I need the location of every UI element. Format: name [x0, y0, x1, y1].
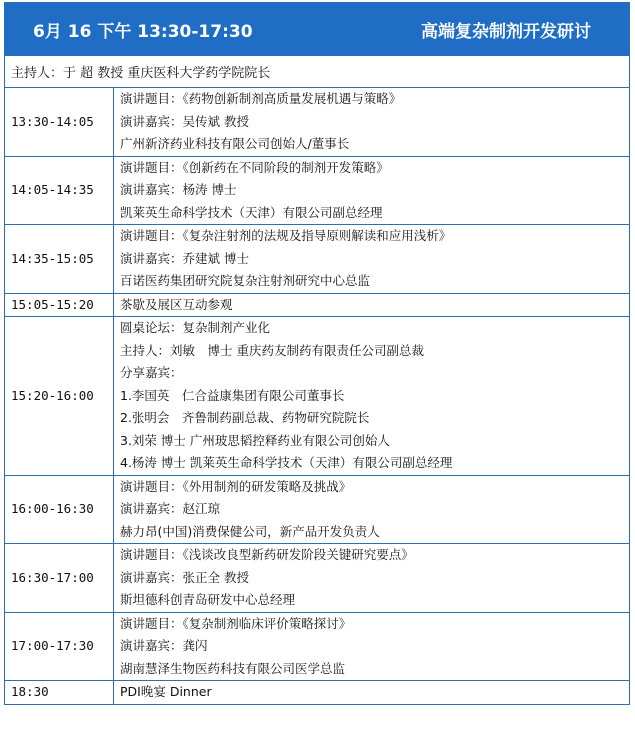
schedule-time: 18:30 — [5, 681, 114, 704]
schedule-content — [114, 544, 630, 613]
schedule-line: 演讲嘉宾：乔建斌 博士 — [120, 250, 249, 266]
schedule-line: 主持人：刘敏 博士 重庆药友制药有限责任公司副总裁 — [120, 342, 424, 358]
schedule-line: 斯坦德科创青岛研发中心总经理 — [120, 592, 296, 607]
header-bar — [5, 3, 629, 55]
schedule-content — [114, 317, 630, 476]
schedule-line: 演讲嘉宾：张正全 教授 — [120, 569, 249, 585]
schedule-content — [114, 156, 630, 225]
schedule-time: 16:00-16:30 — [5, 475, 114, 544]
schedule-time: 14:35-15:05 — [5, 225, 114, 294]
schedule-line: 1.李国英 仁合益康集团有限公司董事长 — [120, 387, 345, 403]
schedule-row — [5, 475, 629, 544]
schedule-row — [5, 544, 629, 613]
schedule-time: 15:20-16:00 — [5, 317, 114, 476]
schedule-line: 演讲嘉宾：吴传斌 教授 — [120, 113, 249, 129]
schedule-line: 演讲题目：《复杂制剂临床评价策略探讨》 — [120, 615, 352, 631]
schedule-line: 3.刘荣 博士 广州玻思韬控释药业有限公司创始人 — [120, 432, 390, 448]
schedule-content — [114, 293, 630, 317]
schedule-line: 演讲嘉宾：龚闪 — [120, 638, 208, 653]
schedule-row — [5, 293, 629, 317]
schedule-content — [114, 88, 630, 157]
schedule-content — [114, 681, 630, 704]
schedule-line: 演讲嘉宾：杨涛 博士 — [120, 182, 237, 197]
schedule-line: 演讲题目：《浅谈改良型新药研发阶段关键研究要点》 — [120, 547, 414, 562]
schedule-content — [114, 225, 630, 294]
schedule-line: 广州新济药业科技有限公司创始人/董事长 — [120, 136, 350, 151]
schedule-time: 16:30-17:00 — [5, 544, 114, 613]
schedule-row — [5, 681, 629, 704]
schedule-line: 茶歇及展区互动参观 — [120, 296, 233, 312]
schedule-line: 4.杨涛 博士 凯莱英生命科学技术（天津）有限公司副总经理 — [120, 455, 453, 470]
header-date-time: 6月 16 下午 13:30-17:30 — [33, 21, 253, 42]
schedule-line: PDI晚宴 Dinner — [120, 684, 212, 699]
schedule-line: 分享嘉宾： — [120, 365, 183, 380]
schedule-row — [5, 156, 629, 225]
header-title: 高端复杂制剂开发研讨 — [421, 21, 591, 42]
schedule-content — [114, 612, 630, 681]
schedule-line: 演讲题目：《创新药在不同阶段的制剂开发策略》 — [120, 159, 389, 175]
schedule-time: 13:30-14:05 — [5, 88, 114, 157]
schedule-row — [5, 612, 629, 681]
schedule-line: 演讲题目：《复杂注射剂的法规及指导原则解读和应用浅析》 — [120, 228, 452, 243]
schedule-line: 演讲题目：《药物创新制剂高质量发展机遇与策略》 — [120, 91, 402, 106]
schedule-content — [114, 475, 630, 544]
schedule-line: 圆桌论坛：复杂制剂产业化 — [120, 320, 271, 335]
schedule-line: 2.张明会 齐鲁制药副总裁、药物研究院院长 — [120, 410, 370, 425]
schedule-table — [5, 87, 629, 704]
schedule-line: 湖南慧泽生物医药科技有限公司医学总监 — [120, 660, 346, 676]
schedule-row — [5, 317, 629, 476]
schedule-line: 百诺医药集团研究院复杂注射剂研究中心总监 — [120, 273, 371, 288]
schedule-time: 14:05-14:35 — [5, 156, 114, 225]
schedule-row — [5, 88, 629, 157]
host-text: 主持人：于 超 教授 重庆医科大学药学院院长 — [11, 66, 271, 81]
schedule-row — [5, 225, 629, 294]
schedule-line: 凯莱英生命科学技术（天津）有限公司副总经理 — [120, 204, 383, 220]
host-row — [5, 55, 629, 87]
schedule-line: 演讲题目：《外用制剂的研发策略及挑战》 — [120, 478, 352, 494]
schedule-line: 演讲嘉宾：赵江琼 — [120, 501, 221, 516]
schedule-line: 赫力昂(中国)消费保健公司，新产品开发负责人 — [120, 523, 380, 539]
schedule-sheet — [4, 2, 630, 705]
schedule-time: 17:00-17:30 — [5, 612, 114, 681]
schedule-time: 15:05-15:20 — [5, 293, 114, 317]
